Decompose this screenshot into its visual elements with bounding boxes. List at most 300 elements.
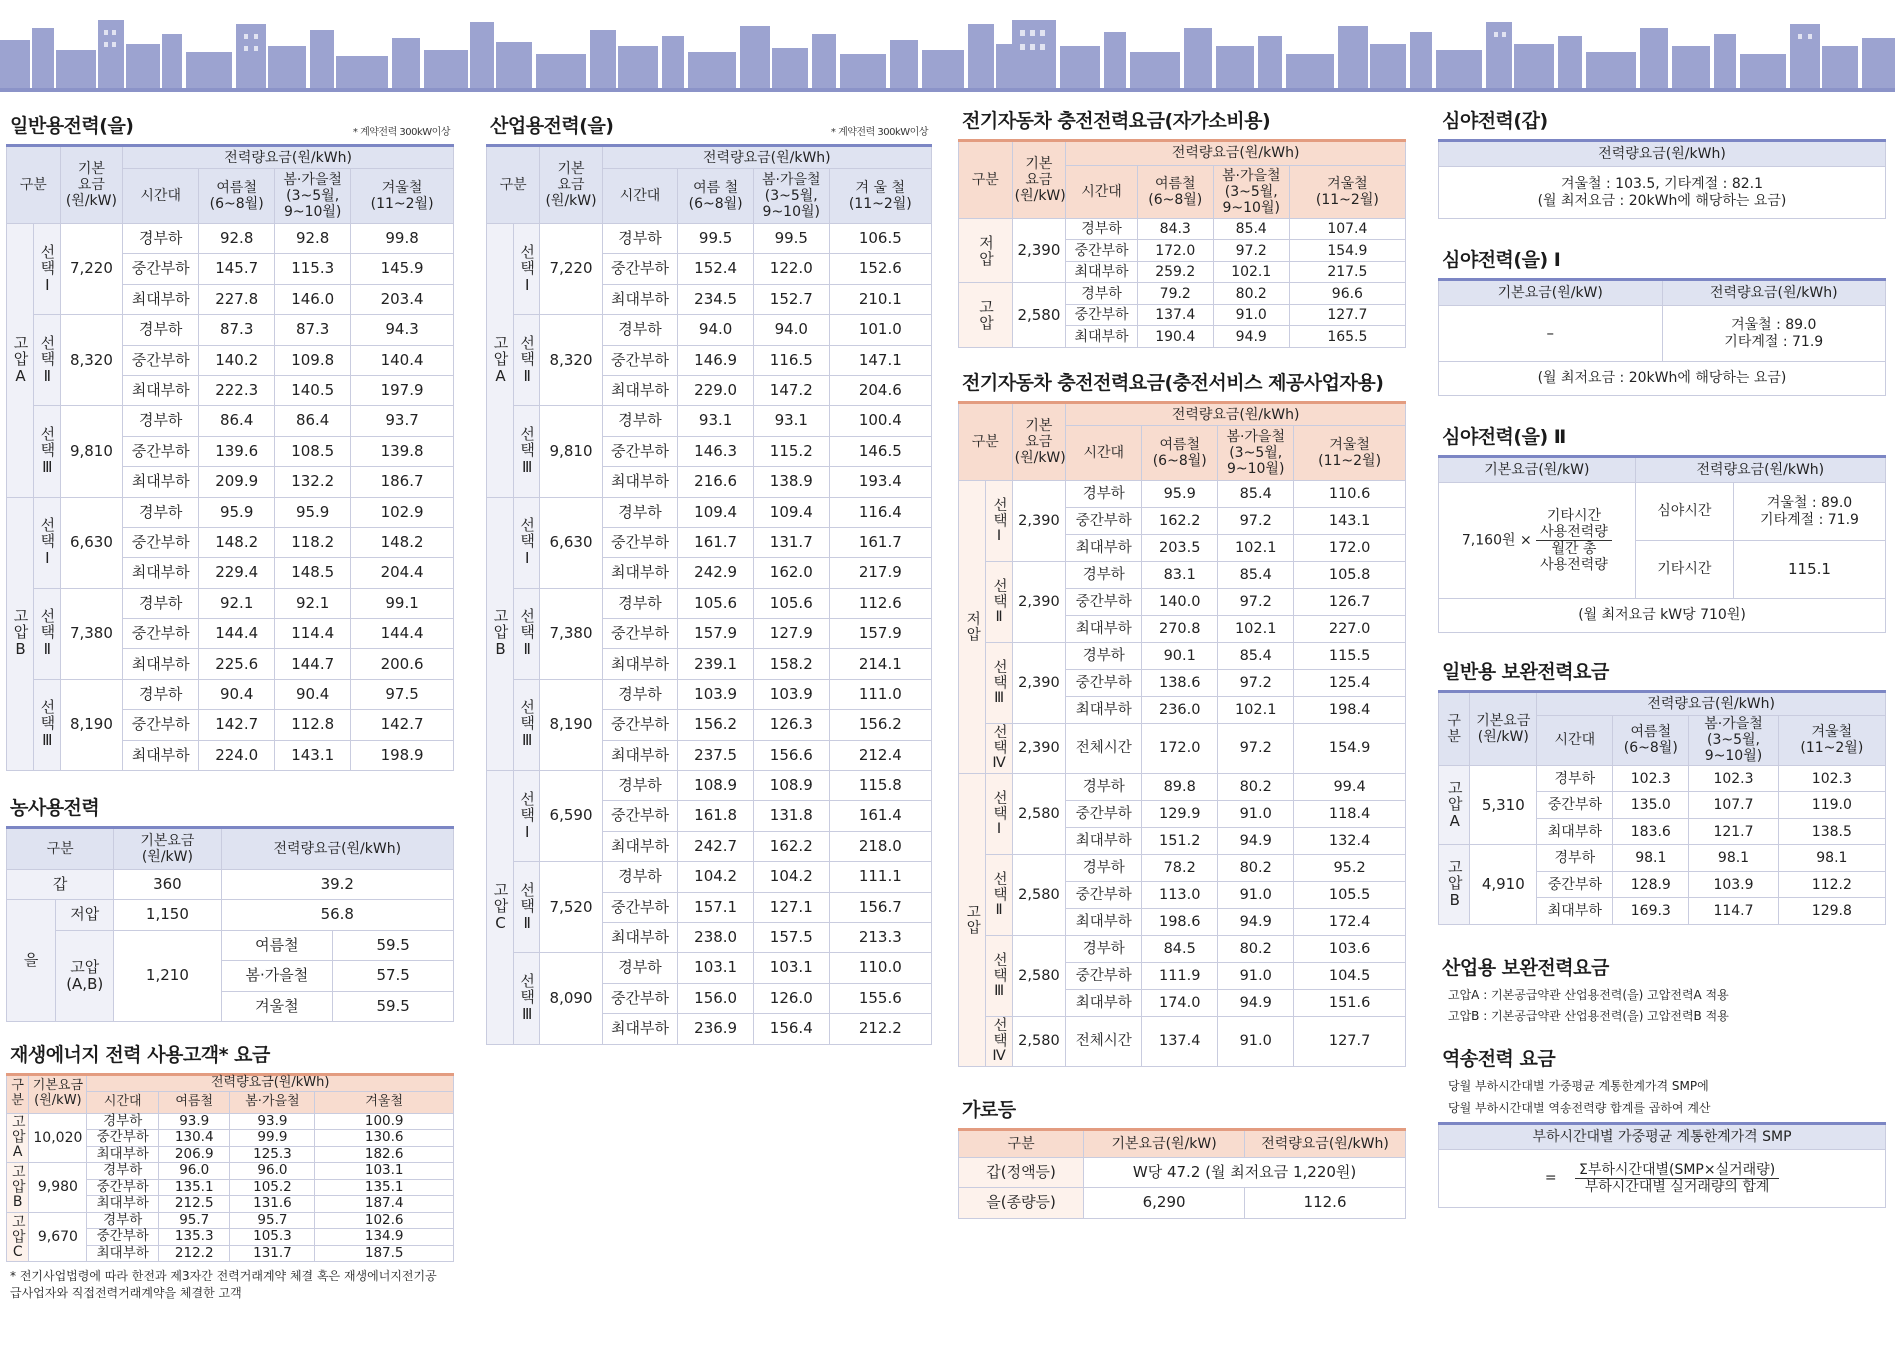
- base-rate: 2,580: [1012, 283, 1066, 348]
- rate-cell: 127.7: [1289, 304, 1405, 326]
- time-band: 최대부하: [1537, 898, 1613, 925]
- rate-cell: 101.0: [829, 315, 931, 345]
- option-label: 선택Ⅱ: [513, 862, 540, 953]
- night-a-heading: 심야전력(갑): [1442, 110, 1548, 132]
- rate-cell: 93.7: [351, 406, 454, 436]
- base-rate: 2,580: [1012, 773, 1066, 854]
- header-winter: 겨울철 (11~2월): [1778, 715, 1885, 765]
- rate-cell: 213.3: [829, 922, 931, 952]
- rate-cell: 110.6: [1294, 480, 1406, 507]
- transmission-line1: 당월 부하시간대별 가중평균 계통한계가격 SMP에: [1448, 1079, 1709, 1094]
- time-band: 중간부하: [1066, 240, 1138, 262]
- time-band: 최대부하: [87, 1196, 159, 1213]
- rate-cell: 206.9: [158, 1146, 230, 1163]
- rate-cell: 222.3: [199, 375, 275, 405]
- transmission-title: [1442, 1044, 1886, 1071]
- rate-cell: 126.3: [753, 710, 829, 740]
- rate-cell: 104.5: [1294, 962, 1406, 989]
- time-band: 최대부하: [1066, 534, 1142, 561]
- rate-cell: 129.8: [1778, 898, 1885, 925]
- time-band: 중간부하: [602, 983, 678, 1013]
- rate-cell: 97.2: [1218, 669, 1294, 696]
- rate-cell: 118.4: [1294, 800, 1406, 827]
- time-band: 중간부하: [602, 254, 678, 284]
- rate-cell: 212.2: [158, 1245, 230, 1262]
- night-a-cell: [1439, 167, 1886, 219]
- time-band: 중간부하: [602, 710, 678, 740]
- rate-cell: 80.2: [1218, 773, 1294, 800]
- rate-cell: 131.6: [230, 1196, 315, 1213]
- header-energy: 전력량요금(원/kWh): [1245, 1129, 1406, 1157]
- rate-cell: 103.1: [678, 953, 754, 983]
- rate-cell: 144.7: [275, 649, 351, 679]
- rate-cell: 112.6: [829, 588, 931, 618]
- rate-cell: 93.1: [753, 406, 829, 436]
- time-band: 경부하: [87, 1163, 159, 1180]
- agri-table: [6, 826, 454, 1022]
- header-summer: 여름철 (6~8월): [1137, 165, 1213, 218]
- night-b2-base-formula: [1439, 483, 1636, 599]
- night-b1-base: –: [1439, 306, 1663, 362]
- header-energy: 전력량요금(원/kWh): [1066, 402, 1406, 425]
- rate-cell: 85.4: [1213, 218, 1289, 240]
- base-rate: 10,020: [29, 1113, 87, 1163]
- agri-title: [10, 793, 454, 820]
- base-rate: 2,390: [1012, 723, 1066, 773]
- rate-cell: 140.5: [275, 375, 351, 405]
- street-table: [958, 1128, 1406, 1219]
- night-b1-note: (월 최저요금 : 20kWh에 해당하는 요금): [1439, 362, 1886, 396]
- night-b2-energy-header: 전력량요금(원/kWh): [1635, 457, 1885, 483]
- rate-cell: 156.7: [829, 892, 931, 922]
- time-band: 최대부하: [87, 1245, 159, 1262]
- rate-cell: 203.4: [351, 284, 454, 314]
- rate-cell: 86.4: [275, 406, 351, 436]
- time-band: 최대부하: [1066, 615, 1142, 642]
- header-spring: 봄·가을철 (3~5월, 9~10월): [1218, 426, 1294, 481]
- rate-cell: 90.4: [199, 679, 275, 709]
- agri-eul-label: 을: [7, 900, 56, 1022]
- rate-cell: 156.2: [678, 710, 754, 740]
- rate-cell: 131.7: [230, 1245, 315, 1262]
- time-band: 경부하: [123, 406, 199, 436]
- rate-cell: 209.9: [199, 467, 275, 497]
- option-label: 선택Ⅱ: [33, 588, 60, 679]
- rate-cell: 239.1: [678, 649, 754, 679]
- group-label: 고압: [959, 773, 986, 1066]
- time-band: 최대부하: [1066, 696, 1142, 723]
- rate-cell: 183.6: [1613, 818, 1689, 845]
- rate-cell: 146.5: [829, 436, 931, 466]
- rate-cell: 157.1: [678, 892, 754, 922]
- rate-cell: 165.5: [1289, 326, 1405, 348]
- time-band: 중간부하: [602, 527, 678, 557]
- header-spring: 봄·가을철 (3~5월, 9~10월): [753, 169, 829, 224]
- night-b1-base-header: 기본요금(원/kW): [1439, 280, 1663, 306]
- night-b1-other: 기타계절 : 71.9: [1724, 333, 1824, 350]
- time-band: 중간부하: [123, 527, 199, 557]
- rate-cell: 94.0: [753, 315, 829, 345]
- group-label: 고압C: [487, 771, 514, 1045]
- header-base: 기본요금(원/kW): [1084, 1129, 1245, 1157]
- backup-general-table: [1438, 690, 1886, 925]
- rate-cell: 114.4: [275, 619, 351, 649]
- time-band: 경부하: [123, 679, 199, 709]
- rate-cell: 140.4: [351, 345, 454, 375]
- header-spring: 봄·가을철 (3~5월, 9~10월): [1689, 715, 1778, 765]
- night-b2-table: [1438, 455, 1886, 633]
- rate-cell: 143.1: [275, 740, 351, 770]
- industrial-b-note: * 계약전력 300kW이상: [830, 127, 928, 138]
- column-2: [486, 105, 932, 1045]
- rate-cell: 105.6: [753, 588, 829, 618]
- header-gubun: 구분: [959, 1129, 1084, 1157]
- table-row: [7, 1212, 454, 1229]
- table-row: [959, 1157, 1406, 1187]
- agri-season-rate: 59.5: [333, 930, 454, 960]
- rate-cell: 155.6: [829, 983, 931, 1013]
- header-base: 기본요금 (원/kW): [29, 1074, 87, 1113]
- city-skyline-illustration: [0, 0, 1895, 92]
- column-4: [1438, 100, 1886, 1208]
- time-band: 중간부하: [602, 619, 678, 649]
- rate-cell: 106.5: [829, 223, 931, 253]
- night-b2-frac-num: 기타시간 사용전력량: [1536, 508, 1612, 541]
- rate-cell: 103.1: [753, 953, 829, 983]
- base-rate: 2,580: [1012, 935, 1066, 1016]
- rate-cell: 172.0: [1142, 723, 1218, 773]
- rate-cell: 100.9: [315, 1113, 454, 1130]
- night-a-line2: (월 최저요금 : 20kWh에 해당하는 요금): [1537, 192, 1787, 209]
- header-energy: 전력량요금(원/kWh): [221, 828, 453, 870]
- group-label: 고압: [959, 283, 1013, 348]
- header-base: 기본 요금 (원/kW): [1012, 402, 1066, 480]
- time-band: 중간부하: [1066, 962, 1142, 989]
- rate-cell: 139.6: [199, 436, 275, 466]
- rate-cell: 145.7: [199, 254, 275, 284]
- rate-cell: 80.2: [1213, 283, 1289, 305]
- rate-cell: 102.6: [315, 1212, 454, 1229]
- street-title: [962, 1095, 1406, 1122]
- table-row: [959, 935, 1406, 962]
- table-row: [7, 1163, 454, 1180]
- time-band: 최대부하: [602, 649, 678, 679]
- option-label: 선택Ⅰ: [513, 223, 540, 314]
- rate-cell: 152.4: [678, 254, 754, 284]
- rate-cell: 143.1: [1294, 507, 1406, 534]
- rate-cell: 80.2: [1218, 935, 1294, 962]
- option-label: 선택Ⅲ: [985, 935, 1012, 1016]
- rate-cell: 92.8: [275, 223, 351, 253]
- header-gubun: 구분: [487, 146, 540, 224]
- rate-cell: 115.2: [753, 436, 829, 466]
- rate-cell: 200.6: [351, 649, 454, 679]
- time-band: 최대부하: [123, 649, 199, 679]
- time-band: 중간부하: [87, 1229, 159, 1246]
- header-base: 기본요금 (원/kW): [1470, 692, 1537, 766]
- group-label: 고압A: [7, 1113, 29, 1163]
- general-b-table: [6, 144, 454, 771]
- rate-cell: 116.4: [829, 497, 931, 527]
- rate-cell: 135.3: [158, 1229, 230, 1246]
- header-time: 시간대: [1066, 165, 1138, 218]
- rate-cell: 198.4: [1294, 696, 1406, 723]
- option-label: 선택Ⅲ: [513, 406, 540, 497]
- night-a-header: 전력량요금(원/kWh): [1439, 141, 1886, 167]
- time-band: 최대부하: [1537, 818, 1613, 845]
- base-rate: 9,810: [60, 406, 123, 497]
- rate-cell: 112.2: [1778, 871, 1885, 898]
- time-band: 경부하: [1066, 642, 1142, 669]
- header-gubun: 구 분: [1439, 692, 1470, 766]
- rate-cell: 102.1: [1218, 696, 1294, 723]
- rate-cell: 137.4: [1142, 1016, 1218, 1066]
- rate-cell: 224.0: [199, 740, 275, 770]
- table-row: [959, 642, 1406, 669]
- rate-cell: 162.2: [753, 831, 829, 861]
- rate-cell: 111.0: [829, 679, 931, 709]
- rate-cell: 102.1: [1218, 615, 1294, 642]
- group-label: 저압: [959, 218, 1013, 283]
- rate-cell: 89.8: [1142, 773, 1218, 800]
- header-energy: 전력량요금(원/kWh): [87, 1074, 454, 1091]
- rate-cell: 87.3: [199, 315, 275, 345]
- rate-cell: 132.2: [275, 467, 351, 497]
- header-base: 기본 요금 (원/kW): [60, 146, 123, 224]
- table-row: [959, 561, 1406, 588]
- time-band: 최대부하: [602, 740, 678, 770]
- transmission-fraction: [1575, 1162, 1779, 1195]
- rate-cell: 119.0: [1778, 792, 1885, 819]
- rate-cell: 270.8: [1142, 615, 1218, 642]
- night-a-title: [1442, 106, 1886, 133]
- rate-cell: 214.1: [829, 649, 931, 679]
- time-band: 최대부하: [602, 284, 678, 314]
- rate-cell: 212.5: [158, 1196, 230, 1213]
- night-b2-other-label: 기타시간: [1635, 541, 1733, 599]
- backup-industrial-title: [1442, 953, 1886, 980]
- rate-cell: 135.0: [1613, 792, 1689, 819]
- rate-cell: 125.4: [1294, 669, 1406, 696]
- rate-cell: 161.4: [829, 801, 931, 831]
- rate-cell: 140.2: [199, 345, 275, 375]
- transmission-table: [1438, 1122, 1886, 1208]
- rate-cell: 96.0: [158, 1163, 230, 1180]
- time-band: 경부하: [602, 679, 678, 709]
- time-band: 최대부하: [602, 558, 678, 588]
- base-rate: 2,390: [1012, 561, 1066, 642]
- base-rate: 2,390: [1012, 480, 1066, 561]
- rate-cell: 148.2: [351, 527, 454, 557]
- transmission-line2: 당월 부하시간대별 역송전력량 합계를 곱하여 계산: [1448, 1100, 1711, 1115]
- base-rate: 8,320: [60, 315, 123, 406]
- night-b2-heading: 심야전력(을) Ⅱ: [1442, 426, 1566, 448]
- rate-cell: 204.6: [829, 375, 931, 405]
- rate-cell: 142.7: [351, 710, 454, 740]
- rate-cell: 182.6: [315, 1146, 454, 1163]
- table-row: [7, 588, 454, 618]
- rate-cell: 103.9: [1689, 871, 1778, 898]
- header-base: 기본요금 (원/kW): [114, 828, 221, 870]
- time-band: 최대부하: [602, 1014, 678, 1044]
- header-winter: 겨 울 철 (11~2월): [829, 169, 931, 224]
- skyline-banner: [0, 0, 1895, 92]
- table-row: [959, 854, 1406, 881]
- street-eul-energy: 112.6: [1245, 1188, 1406, 1218]
- time-band: 최대부하: [1066, 261, 1138, 283]
- transmission-formula: [1439, 1149, 1886, 1207]
- rate-cell: 91.0: [1218, 800, 1294, 827]
- rate-cell: 157.5: [753, 922, 829, 952]
- time-band: 최대부하: [1066, 989, 1142, 1016]
- table-row: [959, 723, 1406, 773]
- rate-cell: 238.0: [678, 922, 754, 952]
- header-winter: 겨울철 (11~2월): [351, 169, 454, 224]
- time-band: 최대부하: [1066, 908, 1142, 935]
- time-band: 중간부하: [602, 345, 678, 375]
- rate-cell: 203.5: [1142, 534, 1218, 561]
- header-base: 기본 요금 (원/kW): [540, 146, 602, 224]
- header-winter: 겨울철 (11~2월): [1289, 165, 1405, 218]
- agri-season-rate: 57.5: [333, 961, 454, 991]
- time-band: 중간부하: [1537, 871, 1613, 898]
- group-label: 고압B: [487, 497, 514, 771]
- night-b1-table: [1438, 278, 1886, 396]
- header-energy: 전력량요금(원/kWh): [1537, 692, 1886, 716]
- rate-cell: 99.5: [753, 223, 829, 253]
- rate-cell: 132.4: [1294, 827, 1406, 854]
- rate-cell: 151.2: [1142, 827, 1218, 854]
- column-3: [958, 100, 1406, 1219]
- rate-cell: 172.4: [1294, 908, 1406, 935]
- rate-cell: 172.0: [1294, 534, 1406, 561]
- option-label: 선택Ⅱ: [513, 315, 540, 406]
- rate-cell: 151.6: [1294, 989, 1406, 1016]
- rate-cell: 87.3: [275, 315, 351, 345]
- rate-cell: 204.4: [351, 558, 454, 588]
- rate-cell: 156.4: [753, 1014, 829, 1044]
- rate-cell: 98.1: [1778, 845, 1885, 872]
- rate-cell: 85.4: [1218, 561, 1294, 588]
- rate-cell: 93.1: [678, 406, 754, 436]
- rate-cell: 115.3: [275, 254, 351, 284]
- rate-cell: 93.9: [158, 1113, 230, 1130]
- base-rate: 2,580: [1012, 854, 1066, 935]
- renew-title: [10, 1040, 454, 1067]
- rate-cell: 118.2: [275, 527, 351, 557]
- time-band: 경부하: [1066, 283, 1138, 305]
- rate-cell: 126.0: [753, 983, 829, 1013]
- option-label: 선택Ⅲ: [33, 679, 60, 770]
- header-energy: 전력량요금(원/kWh): [1066, 141, 1406, 166]
- time-band: 최대부하: [87, 1146, 159, 1163]
- rate-cell: 122.0: [753, 254, 829, 284]
- header-time: 시간대: [1066, 426, 1142, 481]
- rate-cell: 115.5: [1294, 642, 1406, 669]
- rate-cell: 102.3: [1689, 765, 1778, 792]
- rate-cell: 102.3: [1613, 765, 1689, 792]
- time-band: 경부하: [87, 1212, 159, 1229]
- rate-cell: 94.9: [1218, 827, 1294, 854]
- time-band: 중간부하: [602, 801, 678, 831]
- ev-service-heading: 전기자동차 충전전력요금(충전서비스 제공사업자용): [962, 371, 1384, 394]
- table-row: [7, 1113, 454, 1130]
- rate-cell: 131.7: [753, 527, 829, 557]
- rate-cell: 111.1: [829, 862, 931, 892]
- rate-cell: 98.1: [1689, 845, 1778, 872]
- agri-gap-label: 갑: [7, 870, 114, 900]
- header-gubun: 구분: [7, 828, 114, 870]
- night-a-table: [1438, 139, 1886, 219]
- option-label: 선택Ⅲ: [513, 679, 540, 770]
- group-label: 고압A: [1439, 765, 1470, 845]
- rate-cell: 91.0: [1218, 1016, 1294, 1066]
- time-band: 최대부하: [602, 375, 678, 405]
- rate-cell: 99.1: [351, 588, 454, 618]
- rate-cell: 95.2: [1294, 854, 1406, 881]
- rate-cell: 134.9: [315, 1229, 454, 1246]
- time-band: 중간부하: [123, 436, 199, 466]
- rate-cell: 144.4: [351, 619, 454, 649]
- rate-cell: 236.9: [678, 1014, 754, 1044]
- rate-cell: 229.4: [199, 558, 275, 588]
- base-rate: 8,190: [60, 679, 123, 770]
- time-band: 중간부하: [123, 619, 199, 649]
- rate-cell: 112.8: [275, 710, 351, 740]
- industrial-b-table: [486, 144, 932, 1045]
- rate-cell: 92.8: [199, 223, 275, 253]
- header-time: 시간대: [602, 169, 678, 224]
- rate-cell: 111.9: [1142, 962, 1218, 989]
- time-band: 최대부하: [602, 467, 678, 497]
- street-eul-label: 을(종량등): [959, 1188, 1084, 1218]
- ev-self-title: [962, 106, 1406, 133]
- rate-cell: 161.7: [678, 527, 754, 557]
- rate-cell: 103.6: [1294, 935, 1406, 962]
- rate-cell: 99.8: [351, 223, 454, 253]
- night-b2-note: (월 최저요금 kW당 710원): [1439, 599, 1886, 633]
- time-band: 중간부하: [1066, 800, 1142, 827]
- time-band: 최대부하: [123, 375, 199, 405]
- rate-cell: 146.9: [678, 345, 754, 375]
- time-band: 전체시간: [1066, 1016, 1142, 1066]
- rate-cell: 80.2: [1218, 854, 1294, 881]
- rate-cell: 108.9: [753, 771, 829, 801]
- rate-cell: 162.2: [1142, 507, 1218, 534]
- header-summer: 여름 철 (6~8월): [678, 169, 754, 224]
- rate-cell: 187.5: [315, 1245, 454, 1262]
- rate-cell: 97.5: [351, 679, 454, 709]
- group-label: 고압B: [1439, 845, 1470, 925]
- rate-cell: 229.0: [678, 375, 754, 405]
- night-b2-fraction: [1536, 508, 1612, 573]
- base-rate: 6,630: [540, 497, 602, 588]
- rate-cell: 198.9: [351, 740, 454, 770]
- time-band: 중간부하: [123, 254, 199, 284]
- rate-cell: 138.6: [1142, 669, 1218, 696]
- base-rate: 4,910: [1470, 845, 1537, 925]
- rate-cell: 97.2: [1218, 588, 1294, 615]
- backup-industrial-heading: 산업용 보완전력요금: [1442, 956, 1609, 979]
- rate-cell: 84.5: [1142, 935, 1218, 962]
- time-band: 최대부하: [123, 467, 199, 497]
- rate-cell: 187.4: [315, 1196, 454, 1213]
- time-band: 중간부하: [87, 1130, 159, 1147]
- rate-cell: 115.8: [829, 771, 931, 801]
- option-label: 선택Ⅰ: [513, 497, 540, 588]
- header-time: 시간대: [1537, 715, 1613, 765]
- option-label: 선택Ⅱ: [985, 854, 1012, 935]
